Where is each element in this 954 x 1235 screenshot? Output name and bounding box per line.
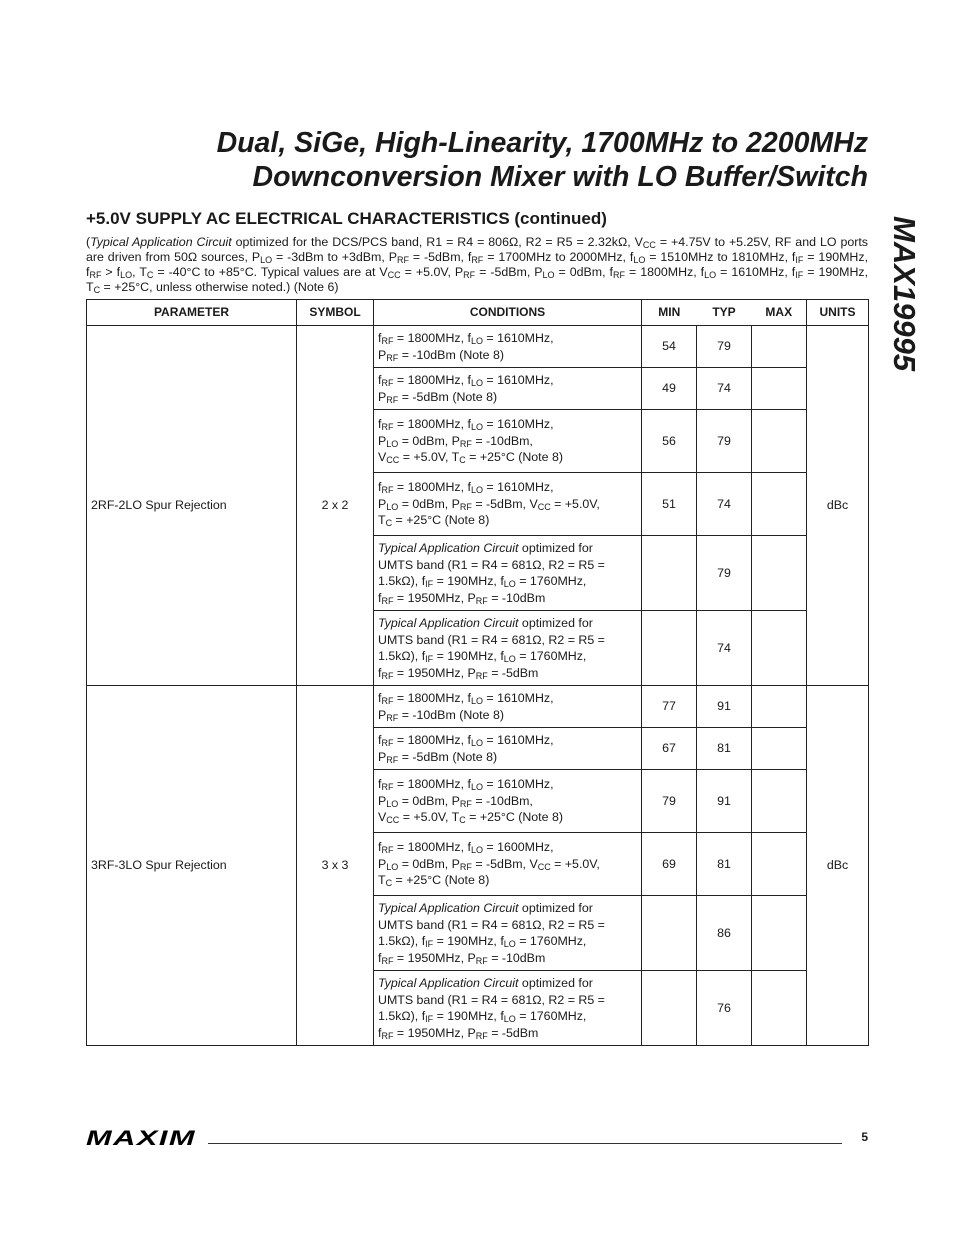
- page-number: 5: [861, 1130, 868, 1144]
- page-title: [86, 126, 868, 194]
- condition-cell: $f_{RF} = 1800MHz$, $f_{LO} = 1610MHz$, $P_{RF} = -5dBm$ (Note 8): [374, 728, 642, 770]
- section-heading: +5.0V SUPPLY AC ELECTRICAL CHARACTERISTICS (continued): [86, 209, 607, 228]
- max-value: [752, 833, 807, 896]
- condition-cell: Typical Application Circuit optimized for UMTS band (R1 = R4 = 681Ω, R2 = R5 = 1.5kΩ), $f_{IF} = 190MHz$, $f_{LO} = 1760MHz$, $f_{RF} = 1950MHz$, $P_{RF} = -5dBm$: [374, 971, 642, 1046]
- max-value: [752, 473, 807, 536]
- min-value: [642, 536, 697, 611]
- condition-cell: Typical Application Circuit optimized for UMTS band (R1 = R4 = 681Ω, R2 = R5 = 1.5kΩ), $f_{IF} = 190MHz$, $f_{LO} = 1760MHz$, $f_{RF} = 1950MHz$, $P_{RF} = -5dBm$: [374, 611, 642, 686]
- min-value: [642, 896, 697, 971]
- symbol-2x2: 2 x 2: [297, 326, 374, 686]
- max-value: [752, 368, 807, 410]
- max-value: [752, 896, 807, 971]
- side-part-number: MAX19995: [887, 216, 922, 372]
- header-min: MIN: [642, 300, 697, 326]
- header-units: UNITS: [807, 300, 869, 326]
- min-value: 67: [642, 728, 697, 770]
- condition-cell: $f_{RF} = 1800MHz$, $f_{LO} = 1610MHz$, $P_{LO} = 0dBm$, $P_{RF} = -10dBm$, $V_{CC} = +5.0V$, $T_C = +25^\circ C$ (Note 8): [374, 410, 642, 473]
- condition-cell: $f_{RF} = 1800MHz$, $f_{LO} = 1610MHz$, $P_{LO} = 0dBm$, $P_{RF} = -10dBm$, $V_{CC} = +5.0V$, $T_C = +25^\circ C$ (Note 8): [374, 770, 642, 833]
- condition-cell: Typical Application Circuit optimized for UMTS band (R1 = R4 = 681Ω, R2 = R5 = 1.5kΩ), $f_{IF} = 190MHz$, $f_{LO} = 1760MHz$, $f_{RF} = 1950MHz$, $P_{RF} = -10dBm$: [374, 536, 642, 611]
- max-value: [752, 536, 807, 611]
- title-line-1: Dual, SiGe, High-Linearity, 1700MHz to 2200MHz: [216, 127, 868, 159]
- typ-value: 86: [697, 896, 752, 971]
- min-value: 56: [642, 410, 697, 473]
- max-value: [752, 728, 807, 770]
- typ-value: 91: [697, 686, 752, 728]
- max-value: [752, 770, 807, 833]
- min-value: 54: [642, 326, 697, 368]
- typ-value: 81: [697, 728, 752, 770]
- param-3rf-3lo: 3RF-3LO Spur Rejection: [87, 686, 297, 1046]
- units-dbc: dBc: [807, 686, 869, 1046]
- header-max: MAX: [752, 300, 807, 326]
- header-conditions: CONDITIONS: [374, 300, 642, 326]
- table-row: [87, 686, 869, 728]
- min-value: [642, 971, 697, 1046]
- typ-value: 74: [697, 611, 752, 686]
- header-parameter: PARAMETER: [87, 300, 297, 326]
- max-value: [752, 326, 807, 368]
- symbol-3x3: 3 x 3: [297, 686, 374, 1046]
- condition-cell: $f_{RF} = 1800MHz$, $f_{LO} = 1610MHz$, $P_{RF} = -10dBm$ (Note 8): [374, 326, 642, 368]
- typ-value: 79: [697, 410, 752, 473]
- header-symbol: SYMBOL: [297, 300, 374, 326]
- footer-rule: [208, 1143, 842, 1144]
- header-typ: TYP: [697, 300, 752, 326]
- table-header-row: [87, 300, 869, 326]
- min-value: 49: [642, 368, 697, 410]
- typ-value: 79: [697, 536, 752, 611]
- condition-cell: $f_{RF} = 1800MHz$, $f_{LO} = 1600MHz$, $P_{LO} = 0dBm$, $P_{RF} = -5dBm$, $V_{CC} = +5.0V$, $T_C = +25^\circ C$ (Note 8): [374, 833, 642, 896]
- condition-cell: $f_{RF} = 1800MHz$, $f_{LO} = 1610MHz$, $P_{RF} = -5dBm$ (Note 8): [374, 368, 642, 410]
- max-value: [752, 971, 807, 1046]
- typ-value: 91: [697, 770, 752, 833]
- maxim-logo-text: MAXIM: [86, 1128, 196, 1148]
- units-dbc: dBc: [807, 326, 869, 686]
- min-value: 69: [642, 833, 697, 896]
- min-value: 51: [642, 473, 697, 536]
- typ-value: 74: [697, 368, 752, 410]
- param-2rf-2lo: 2RF-2LO Spur Rejection: [87, 326, 297, 686]
- typ-value: 81: [697, 833, 752, 896]
- typ-value: 74: [697, 473, 752, 536]
- min-value: 79: [642, 770, 697, 833]
- spec-table: [86, 299, 869, 1046]
- min-value: 77: [642, 686, 697, 728]
- table-row: [87, 326, 869, 368]
- typ-value: 79: [697, 326, 752, 368]
- min-value: [642, 611, 697, 686]
- condition-cell: $f_{RF} = 1800MHz$, $f_{LO} = 1610MHz$, $P_{RF} = -10dBm$ (Note 8): [374, 686, 642, 728]
- max-value: [752, 410, 807, 473]
- typ-value: 76: [697, 971, 752, 1046]
- condition-cell: $f_{RF} = 1800MHz$, $f_{LO} = 1610MHz$, $P_{LO} = 0dBm$, $P_{RF} = -5dBm$, $V_{CC} = +5.0V$, $T_C = +25^\circ C$ (Note 8): [374, 473, 642, 536]
- condition-cell: Typical Application Circuit optimized for UMTS band (R1 = R4 = 681Ω, R2 = R5 = 1.5kΩ), $f_{IF} = 190MHz$, $f_{LO} = 1760MHz$, $f_{RF} = 1950MHz$, $P_{RF} = -10dBm$: [374, 896, 642, 971]
- max-value: [752, 686, 807, 728]
- title-line-2: Downconversion Mixer with LO Buffer/Switch: [252, 161, 868, 193]
- conditions-intro: (Typical Application Circuit optimized for the DCS/PCS band, R1 = R4 = 806Ω, R2 = R5 = 2.32kΩ, $V_{CC} = +4.75V$ to +5.25V, RF and LO ports are driven from 50Ω sources, $P_{LO} = -3dBm$ to +3dBm, $P_{RF} = -5dBm$, $f_{RF} = 1700MHz$ to 2000MHz, $f_{LO} = 1510MHz$ to 1810MHz, $f_{IF} = 190MHz$, $f_{RF} > f_{LO}$, $T_C = -40^\circ C$ to +85°C. Typical values are at $V_{CC} = +5.0V$, $P_{RF} = -5dBm$, $P_{LO} = 0dBm$, $f_{RF} = 1800MHz$, $f_{LO} = 1610MHz$, $f_{IF} = 190MHz$, $T_C = +25^\circ C$, unless otherwise noted.) (Note 6): [86, 235, 869, 295]
- max-value: [752, 611, 807, 686]
- maxim-logo: [86, 1128, 198, 1148]
